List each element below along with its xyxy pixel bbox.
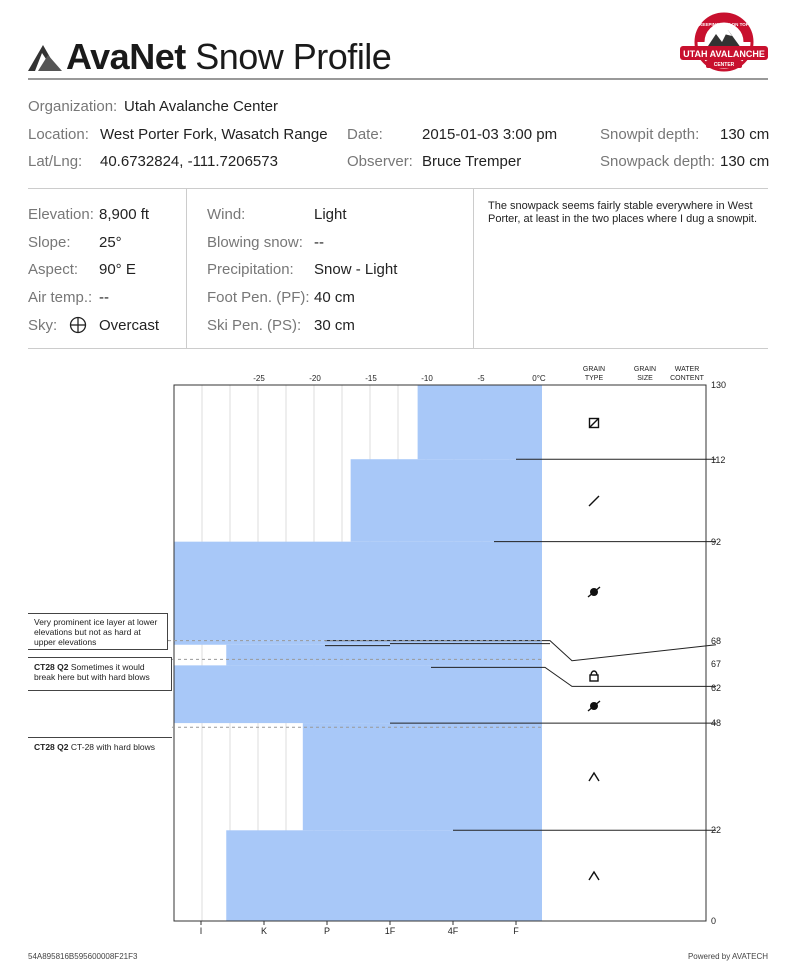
depth-label: 130 [711,380,727,390]
ski-pen-label: Ski Pen. (PS): [207,317,302,334]
temp-tick-label: -5 [477,374,485,383]
observer-label: Observer: [347,153,413,170]
water-content-header: CONTENT [670,375,704,382]
profile-id: 54A895816B595600008F21F3 [28,952,138,961]
hardness-bar [418,385,542,459]
slope-label: Slope: [28,234,71,251]
aspect-value: 90° E [99,261,136,278]
grain-type-header: TYPE [584,375,604,382]
foot-pen-label: Foot Pen. (PF): [207,289,310,306]
elevation-label: Elevation: [28,206,94,223]
snowpit-depth-value: 130 cm [720,126,770,143]
faceted-rounded-icon [590,671,598,681]
depth-hoar-icon [589,872,599,880]
date-label: Date: [347,126,383,143]
sky-label: Sky: [28,317,58,334]
wind-value: Light [314,206,347,223]
ski-pen-value: 30 cm [314,317,355,334]
annotation-box [28,613,168,650]
seal-center: CENTER [713,62,735,68]
temp-tick-label: -10 [421,374,433,383]
grain-shape [590,419,599,428]
rounded-grains-icon [588,587,600,597]
annotation-test: CT28 Q2 [34,662,69,672]
hardness-bar [174,665,542,723]
depth-label: 112 [711,455,726,465]
observer-value: Bruce Tremper [422,153,522,170]
hardness-bar [174,542,542,641]
snowpack-depth-value: 130 cm [720,153,770,170]
foot-pen-value: 40 cm [314,289,355,306]
precip-value: Snow - Light [314,261,398,278]
organization-value: Utah Avalanche Center [124,98,278,115]
date-value: 2015-01-03 3:00 pm [422,126,558,143]
annotation-test: CT28 Q2 [34,742,69,752]
brand-light: Snow Profile [195,36,392,77]
depth-label: 48 [711,718,722,728]
blowing-snow-value: -- [314,234,324,251]
latlng-value: 40.6732824, -111.7206573 [100,153,278,170]
precip-label: Precipitation: [207,261,294,278]
annotation-text: Sometimes it would break here but with hard blows [34,662,150,682]
location-value: West Porter Fork, Wasatch Range [100,126,328,143]
graupel-square-icon [590,419,599,428]
annotation-box [28,737,172,755]
grain-type-header: GRAIN [582,366,606,373]
hardness-bar [351,459,542,541]
depth-label: 62 [711,683,722,693]
hardness-bar [226,645,542,666]
grain-shape [590,675,598,681]
sky-value: Overcast [99,317,160,334]
hardness-bar [174,641,542,645]
hardness-tick-label: F [513,926,519,936]
hardness-tick-label: K [260,926,268,936]
grain-shape [589,872,599,880]
grain-size-header: GRAIN [633,366,657,373]
grain-shape [589,496,599,506]
grain-shape [589,773,599,781]
slope-value: 25° [99,234,122,251]
annotation-text: Very prominent ice layer at lower elevations but not as hard at upper elevations [34,617,158,647]
temp-tick-label: -25 [253,374,265,383]
temp-tick-label: 0°C [532,374,546,383]
wind-label: Wind: [207,206,246,223]
depth-label: 67 [711,659,722,669]
water-content-header: WATER [674,366,700,373]
powered-by: Powered by AVATECH [687,952,768,961]
latlng-label: Lat/Lng: [28,153,83,170]
air-temp-value: -- [99,289,109,306]
snowpit-depth-label: Snowpit depth: [600,126,700,143]
snowpack-depth-label: Snowpack depth: [600,153,716,170]
hardness-tick-label: I [199,926,203,936]
organization-label: Organization: [28,98,118,115]
hardness-tick-label: P [323,926,331,936]
blowing-snow-label: Blowing snow: [207,234,303,251]
annotation-box [28,657,172,691]
grain-size-header: SIZE [637,375,653,382]
rounded-grains-icon [588,701,600,711]
temp-tick-label: -15 [365,374,377,383]
decomposing-fragments-icon [589,496,599,506]
hardness-tick-label: 4F [447,926,459,936]
annotation-text: CT-28 with hard blows [70,742,155,752]
depth-label: 68 [711,636,722,646]
depth-label: 92 [711,537,722,547]
depth-label: 22 [711,825,722,835]
depth-hoar-icon [589,773,599,781]
hardness-bar [226,830,542,921]
air-temp-label: Air temp.: [28,289,93,306]
hardness-bar [303,723,542,830]
brand-bold: AvaNet [66,36,186,77]
depth-label: 0 [711,916,717,926]
location-label: Location: [28,126,89,143]
seal-name: UTAH AVALANCHE [683,49,765,59]
elevation-value: 8,900 ft [99,206,150,223]
aspect-label: Aspect: [28,261,79,278]
temp-tick-label: -20 [309,374,321,383]
seal-motto: KEEPING YOU ON TOP [699,22,749,27]
profile-comment: The snowpack seems fairly stable everywhere in West Porter, at least in the two places where I dug a snowpit. [488,200,758,225]
hardness-tick-label: 1F [384,926,396,936]
